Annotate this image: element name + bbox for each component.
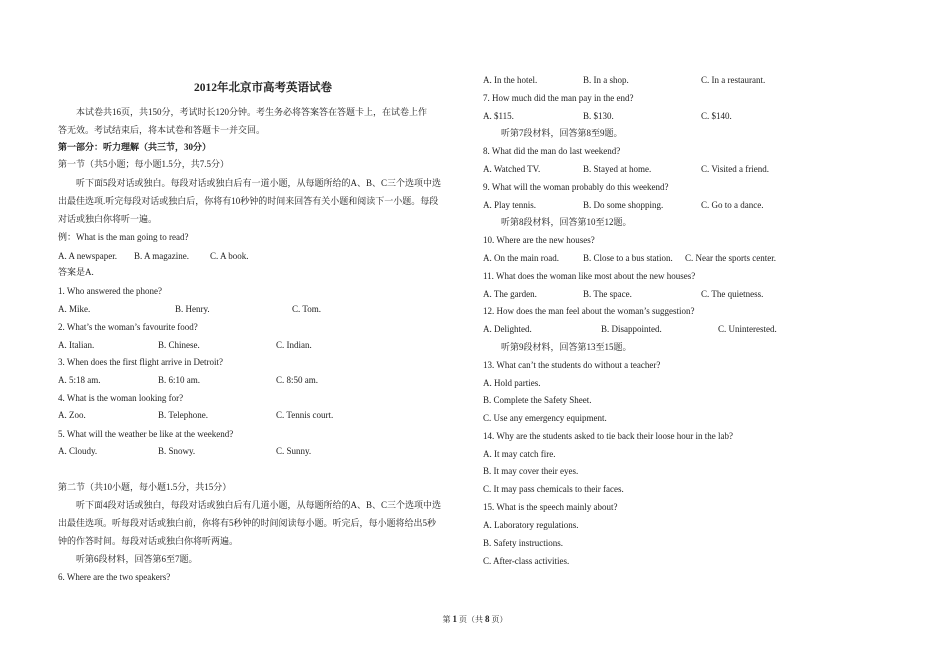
section-heading: 第一节（共5小题；每小题1.5分，共7.5分）: [58, 159, 230, 169]
question: 10. Where are the new houses?: [483, 235, 595, 245]
question: 15. What is the speech mainly about?: [483, 502, 618, 512]
option: C. Tennis court.: [276, 410, 334, 420]
question: 8. What did the man do last weekend?: [483, 146, 621, 156]
question: 9. What will the woman probably do this weekend?: [483, 182, 669, 192]
option: B. Disappointed.: [601, 324, 662, 334]
instruction-line: 出最佳选项。听每段对话或独白前，你将有5秒钟的时间阅读每小题。听完后，每小题将给出5秒: [58, 518, 437, 528]
question: 4. What is the woman looking for?: [58, 393, 184, 403]
exam-title: 2012年北京市高考英语试卷: [194, 82, 332, 94]
total-pages: 8: [485, 614, 490, 624]
question: 2. What’s the woman’s favourite food?: [58, 322, 198, 332]
option: A. It may catch fire.: [483, 449, 556, 459]
footer-middle: 页（共: [459, 615, 483, 624]
option: B. 6:10 am.: [158, 375, 200, 385]
option: A. 5:18 am.: [58, 375, 101, 385]
question: 14. Why are the students asked to tie back their loose hour in the lab?: [483, 431, 734, 441]
option: A. In the hotel.: [483, 75, 538, 85]
example-question: 例：What is the man going to read?: [58, 232, 189, 242]
option: B. A magazine.: [134, 251, 189, 261]
option: C. Go to a dance.: [701, 200, 764, 210]
part-heading: 第一部分：听力理解（共三节，30分）: [58, 142, 212, 152]
option: A. Play tennis.: [483, 200, 536, 210]
option: C. Indian.: [276, 340, 312, 350]
option: B. It may cover their eyes.: [483, 466, 579, 476]
material-heading: 听第9段材料，回答第13至15题。: [501, 342, 632, 352]
option: A. Delighted.: [483, 324, 532, 334]
footer-suffix: 页）: [491, 615, 508, 624]
option: A. $115.: [483, 111, 514, 121]
question: 5. What will the weather be like at the weekend?: [58, 429, 234, 439]
question: 3. When does the first flight arrive in Detroit?: [58, 357, 224, 367]
option: B. The space.: [583, 289, 632, 299]
instruction-line: 对话或独白你将听一遍。: [58, 214, 158, 224]
intro-line: 本试卷共16页，共150分，考试时长120分钟。考生务必将答案答在答题卡上，在试卷上作: [76, 107, 428, 117]
option: C. A book.: [210, 251, 249, 261]
material-heading: 听第8段材料，回答第10至12题。: [501, 217, 632, 227]
option: B. Henry.: [175, 304, 210, 314]
question: 13. What can’t the students do without a teacher?: [483, 360, 661, 370]
question: 11. What does the woman like most about the new houses?: [483, 271, 696, 281]
option: B. Close to a bus station.: [583, 253, 673, 263]
option: A. Watched TV.: [483, 164, 541, 174]
option: B. Safety instructions.: [483, 538, 563, 548]
intro-line: 答无效。考试结束后，将本试卷和答题卡一并交回。: [58, 125, 266, 135]
option: C. Uninterested.: [718, 324, 777, 334]
option: A. Laboratory regulations.: [483, 520, 579, 530]
option: B. Telephone.: [158, 410, 208, 420]
question: 1. Who answered the phone?: [58, 286, 163, 296]
example-answer: 答案是A.: [58, 267, 94, 277]
option: B. Complete the Safety Sheet.: [483, 395, 592, 405]
page-number: 1: [452, 614, 457, 624]
option: C. 8:50 am.: [276, 375, 318, 385]
option: C. Tom.: [292, 304, 321, 314]
option: C. Sunny.: [276, 446, 312, 456]
option: C. Use any emergency equipment.: [483, 413, 607, 423]
material-heading: 听第6段材料，回答第6至7题。: [76, 554, 198, 564]
option: C. It may pass chemicals to their faces.: [483, 484, 624, 494]
option: A. Mike.: [58, 304, 91, 314]
option: B. Stayed at home.: [583, 164, 652, 174]
option: C. After-class activities.: [483, 556, 570, 566]
option: B. Do some shopping.: [583, 200, 664, 210]
option: B. In a shop.: [583, 75, 629, 85]
option: B. Chinese.: [158, 340, 200, 350]
instruction-line: 钟的作答时间。每段对话或独白你将听两遍。: [58, 536, 239, 546]
option: A. Zoo.: [58, 410, 86, 420]
footer-prefix: 第: [442, 615, 451, 624]
question: 6. Where are the two speakers?: [58, 572, 171, 582]
option: C. Visited a friend.: [701, 164, 770, 174]
question: 12. How does the man feel about the woman’s suggestion?: [483, 306, 695, 316]
option: A. The garden.: [483, 289, 537, 299]
option: A. Cloudy.: [58, 446, 98, 456]
option: B. $130.: [583, 111, 614, 121]
option: A. A newspaper.: [58, 251, 117, 261]
option: C. Near the sports center.: [685, 253, 776, 263]
instruction-line: 出最佳选项.听完每段对话或独白后，你将有10秒钟的时间来回答有关小题和阅读下一小题。每段: [58, 196, 439, 206]
material-heading: 听第7段材料，回答第8至9题。: [501, 128, 623, 138]
section-heading: 第二节（共10小题，每小题1.5分，共15分）: [58, 482, 232, 492]
instruction-line: 听下面4段对话或独白，每段对话或独白后有几道小题，从每题所给的A、B、C三个选项中选: [76, 500, 442, 510]
option: A. Italian.: [58, 340, 95, 350]
question: 7. How much did the man pay in the end?: [483, 93, 634, 103]
page-footer: [0, 614, 950, 625]
option: A. On the main road.: [483, 253, 559, 263]
option: B. Snowy.: [158, 446, 196, 456]
option: C. The quietness.: [701, 289, 764, 299]
option: C. $140.: [701, 111, 732, 121]
instruction-line: 听下面5段对话或独白。每段对话或独白后有一道小题，从每题所给的A、B、C三个选项中选: [76, 178, 442, 188]
option: C. In a restaurant.: [701, 75, 766, 85]
option: A. Hold parties.: [483, 378, 541, 388]
